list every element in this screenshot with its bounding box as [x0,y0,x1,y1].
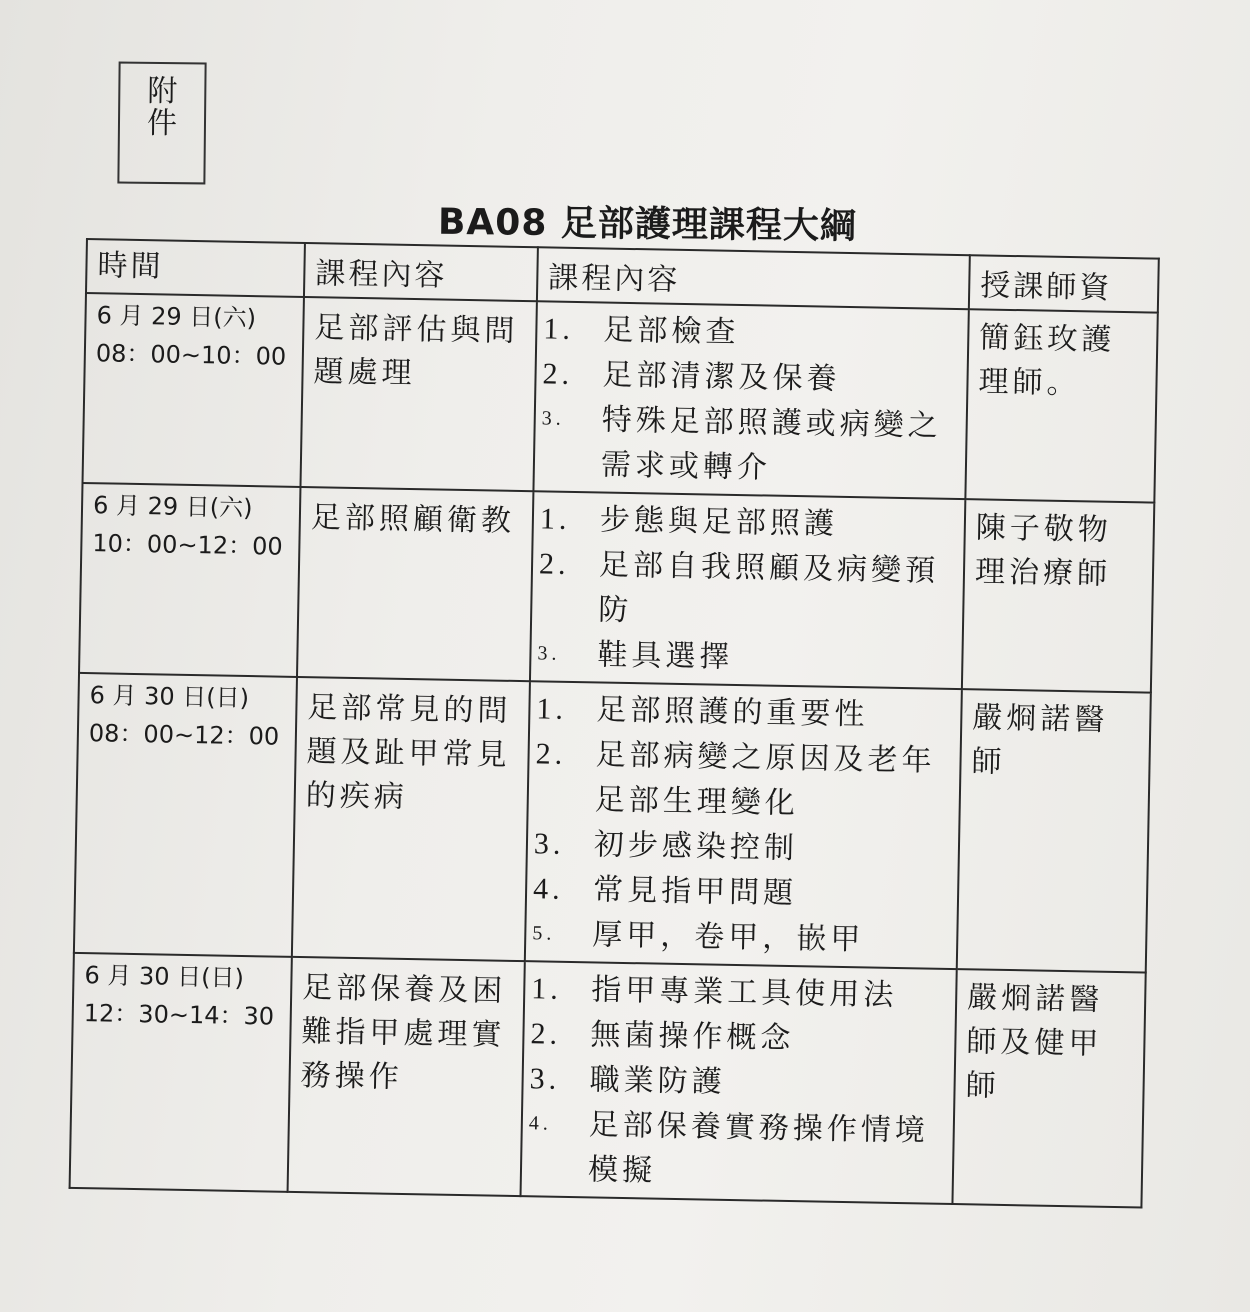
list-item [530,1011,949,1064]
list-item [531,966,950,1019]
item-number: 1. [531,972,563,1006]
session-time: 08：00~10：00 [95,339,287,371]
item-text: 指甲專業工具使用法 [590,972,898,1013]
item-number: 2. [538,547,570,581]
item-number: 1. [539,502,571,536]
course-table-wrap [69,238,1160,1209]
list-item [534,821,953,874]
item-number: 5. [532,922,556,945]
item-text: 特殊足部照護或病變之需求或轉介 [600,402,943,486]
session-date: 6 月 30 日(日) [84,961,245,993]
document-title: BA08 足部護理課程大綱 [437,201,858,248]
item-text: 厚甲，卷甲，嵌甲 [591,917,865,958]
item-number: 4. [532,872,564,906]
list-item [538,541,958,639]
list-item [543,306,962,359]
list-item [534,731,954,829]
list-item [532,911,951,964]
item-text: 無菌操作概念 [590,1017,795,1057]
table-row [83,293,1158,503]
item-text: 初步感染控制 [593,827,799,867]
item-text: 步態與足部照護 [599,502,839,542]
item-number: 3. [533,827,565,861]
item-number: 3. [541,407,565,430]
list-item [536,686,955,739]
item-text: 足部病變之原因及老年足部生理變化 [594,737,936,822]
list-item [541,396,961,494]
course-topic: 足部照顧衛教 [297,487,533,681]
session-time: 12：30~14：30 [83,999,275,1031]
item-number: 2. [530,1017,562,1051]
item-text: 職業防護 [589,1062,726,1100]
course-outline-table [69,238,1160,1209]
item-number: 1. [536,692,568,726]
time-cell [79,483,300,677]
header-course: 課程內容 [304,243,538,301]
time-cell [74,673,297,957]
content-cell [533,301,968,499]
course-topic: 足部保養及困難指甲處理實務操作 [288,957,525,1196]
list-item [533,866,952,919]
item-text: 足部保養實務操作情境模擬 [587,1107,930,1189]
session-date: 6 月 29 日(六) [96,301,257,333]
teacher-cell: 嚴烱諾醫師 [957,689,1151,972]
item-number: 2. [542,357,574,391]
course-topic: 足部常見的問題及趾甲常見的疾病 [292,677,530,961]
attachment-box [117,62,206,185]
item-number: 4. [528,1112,553,1135]
session-time: 10：00~12：00 [92,529,283,561]
session-time: 08：00~12：00 [88,719,280,751]
time-cell [83,293,304,487]
item-number: 3. [529,1062,561,1096]
attachment-label: 附件 [146,73,178,142]
item-text: 常見指甲問題 [592,872,798,912]
list-item [540,496,959,549]
header-teacher: 授課師資 [969,255,1159,312]
content-cell [530,491,965,689]
item-text: 鞋具選擇 [597,637,734,675]
list-item [529,1056,948,1109]
list-item [528,1101,948,1199]
content-cell [525,681,962,969]
header-content: 課程內容 [537,247,970,309]
course-topic: 足部評估與問題處理 [300,297,536,491]
item-number: 3. [537,642,561,665]
table-row [74,673,1151,973]
teacher-cell: 嚴烱諾醫師及健甲師 [952,969,1145,1207]
list-item [542,351,961,404]
list-item [537,631,956,684]
table-row [70,953,1146,1208]
item-text: 足部清潔及保養 [602,357,841,397]
session-date: 6 月 30 日(日) [89,681,250,713]
content-cell [521,961,957,1204]
item-number: 2. [535,737,567,771]
item-text: 足部自我照顧及病變預防 [597,547,940,629]
item-text: 足部照護的重要性 [596,692,869,733]
table-row [79,483,1154,693]
teacher-cell: 陳子敬物理治療師 [962,499,1154,692]
session-date: 6 月 29 日(六) [92,491,253,523]
header-time: 時間 [86,239,305,297]
item-text: 足部檢查 [603,312,740,350]
item-number: 1. [543,312,575,346]
teacher-cell: 簡鈺玫護理師。 [965,309,1157,502]
time-cell [70,953,292,1192]
